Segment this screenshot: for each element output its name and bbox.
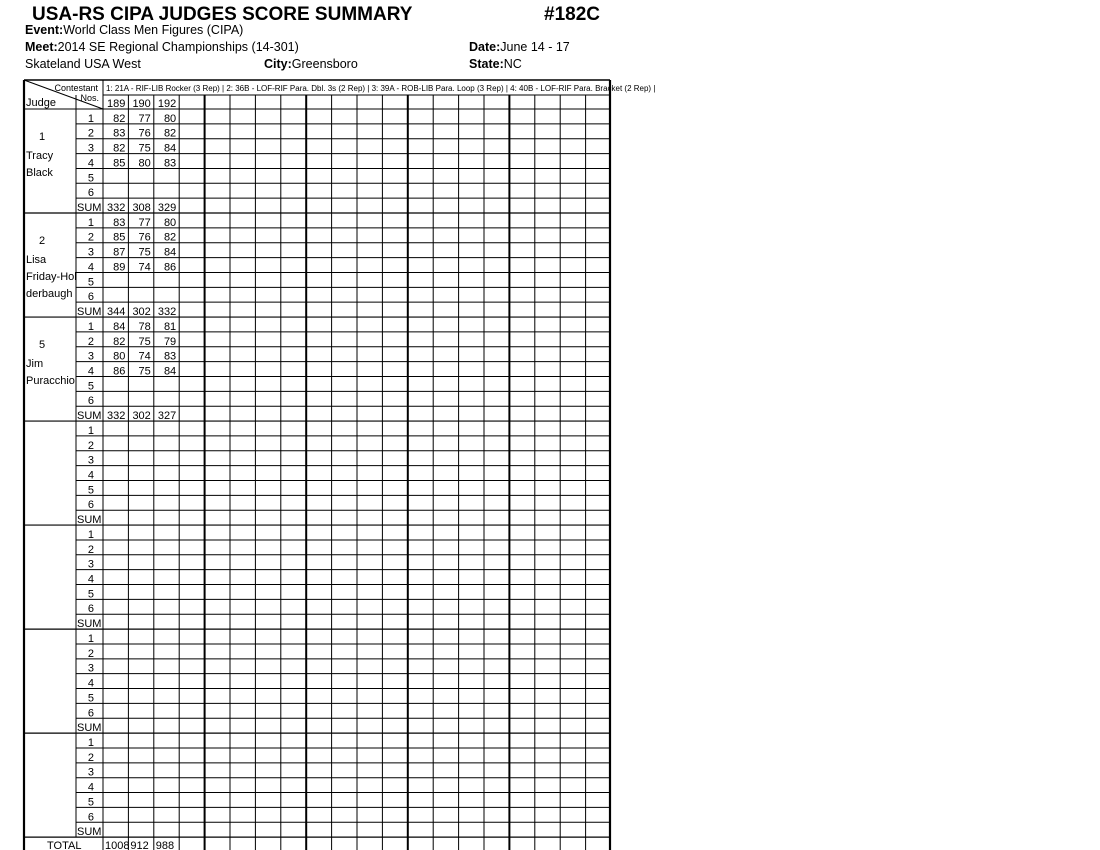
figure-row-number: 2 [87, 231, 94, 244]
judge-number: 2 [38, 235, 46, 248]
judge-name-line: Jim [26, 358, 44, 371]
sum-row-label: SUM [77, 514, 102, 527]
figure-row-number: 6 [87, 291, 94, 304]
figure-row-number: 5 [87, 380, 94, 393]
figure-row-number: 4 [87, 157, 94, 170]
figure-row-number: 5 [87, 484, 94, 497]
meet-value: 2014 SE Regional Championships (14-301) [57, 40, 299, 54]
figure-row-number: 4 [87, 365, 94, 378]
figure-row-number: 4 [87, 573, 94, 586]
contestant-number: 190 [132, 98, 151, 110]
figure-row-number: 2 [87, 439, 94, 452]
figure-row-number: 1 [87, 424, 94, 437]
score-cell: 80 [113, 350, 126, 363]
figure-row-number: 3 [87, 558, 94, 571]
judge-number: 1 [38, 131, 46, 143]
state-label: State: [469, 57, 504, 71]
score-cell: 82 [113, 335, 126, 348]
rink-name: Skateland USA West [25, 57, 141, 71]
score-cell: 76 [138, 231, 151, 244]
judge-name-line: Friday-Hol [26, 271, 77, 284]
score-cell: 77 [138, 112, 151, 125]
figure-row-number: 1 [87, 736, 94, 749]
score-cell: 82 [113, 142, 126, 155]
contestant-number: 189 [107, 98, 126, 110]
figure-row-number: 6 [87, 499, 94, 512]
figure-row-number: 6 [87, 603, 94, 616]
judge-name-line: derbaugh [26, 288, 73, 301]
figure-row-number: 6 [87, 187, 94, 200]
event-value: World Class Men Figures (CIPA) [63, 23, 244, 37]
sum-row-label: SUM [77, 618, 102, 631]
score-cell: 84 [163, 142, 177, 155]
figure-row-number: 5 [87, 172, 94, 185]
score-cell: 79 [163, 335, 177, 348]
sum-cell: 332 [107, 410, 126, 423]
sum-row-label: SUM [77, 722, 102, 735]
figure-row-number: 3 [87, 350, 94, 363]
corner-contestant-label: Contestant [54, 83, 98, 93]
figure-row-number: 1 [87, 632, 94, 645]
figures-caption: 1: 21A - RIF-LIB Rocker (3 Rep) | 2: 36B - LOF-RIF Para. Dbl. 3s (2 Rep) | 3: 39A - ROB-LIB Para. Loop (3 Rep) | 4: 40B - LOF-RIF Para. Bracket (2 Rep) | [106, 84, 656, 93]
judge-name-line: Tracy [26, 150, 54, 162]
score-cell: 84 [163, 246, 177, 259]
figure-row-number: 6 [87, 811, 94, 824]
figure-row-number: 1 [87, 216, 94, 229]
city-value: Greensboro [291, 57, 358, 71]
figure-row-number: 5 [87, 692, 94, 705]
sum-cell: 332 [157, 306, 177, 319]
judge-name-line: Puracchio [26, 375, 75, 388]
score-cell: 80 [163, 112, 177, 125]
figure-row-number: 6 [87, 707, 94, 720]
score-cell: 87 [113, 246, 126, 259]
score-cell: 78 [138, 320, 151, 333]
score-cell: 74 [138, 350, 151, 363]
figure-row-number: 1 [87, 112, 94, 125]
figure-row-number: 4 [87, 469, 94, 482]
score-cell: 75 [138, 365, 151, 378]
form-number: #182C [544, 4, 600, 25]
score-cell: 83 [113, 216, 126, 229]
score-cell: 74 [138, 261, 151, 274]
sum-cell: 327 [157, 410, 177, 423]
figure-row-number: 2 [87, 335, 94, 348]
figure-row-number: 3 [87, 246, 94, 259]
total-cell: 988 [155, 840, 175, 850]
judge-name-line: Lisa [26, 254, 47, 267]
figure-row-number: 3 [87, 454, 94, 467]
score-cell: 81 [163, 320, 177, 333]
score-cell: 82 [113, 112, 126, 125]
figure-row-number: 2 [87, 751, 94, 764]
sum-cell: 302 [132, 306, 151, 319]
sum-row-label: SUM [77, 202, 102, 215]
sum-cell: 329 [157, 202, 177, 215]
figure-row-number: 2 [87, 647, 94, 660]
figure-row-number: 1 [87, 528, 94, 541]
judge-name-line: Black [26, 167, 53, 179]
figure-row-number: 3 [87, 662, 94, 675]
score-cell: 80 [163, 216, 177, 229]
score-cell: 75 [138, 335, 151, 348]
city-label: City: [264, 57, 292, 71]
score-cell: 82 [163, 127, 177, 140]
sum-cell: 308 [132, 202, 151, 215]
score-cell: 85 [113, 157, 126, 170]
score-cell: 84 [113, 320, 126, 333]
figure-row-number: 3 [87, 142, 94, 155]
score-cell: 83 [163, 350, 177, 363]
figure-row-number: 5 [87, 276, 94, 289]
meet-label: Meet: [25, 40, 58, 54]
score-cell: 86 [163, 261, 177, 274]
date-value: June 14 - 17 [500, 40, 570, 54]
figure-row-number: 5 [87, 796, 94, 809]
table-grid-lines [24, 80, 610, 850]
score-cell: 83 [113, 127, 126, 140]
figure-row-number: 2 [87, 543, 94, 556]
score-cell: 76 [138, 127, 151, 140]
sum-cell: 332 [107, 202, 126, 215]
score-cell: 75 [138, 246, 151, 259]
figure-row-number: 5 [87, 588, 94, 601]
score-cell: 85 [113, 231, 126, 244]
figure-row-number: 1 [87, 320, 94, 333]
sum-row-label: SUM [77, 826, 102, 839]
score-cell: 77 [138, 216, 151, 229]
figure-row-number: 2 [87, 127, 94, 140]
score-cell: 84 [163, 365, 177, 378]
figure-row-number: 6 [87, 395, 94, 408]
state-value: NC [503, 57, 522, 71]
contestant-number: 192 [157, 98, 177, 110]
score-cell: 83 [163, 157, 177, 170]
sum-row-label: SUM [77, 410, 102, 423]
score-cell: 86 [113, 365, 126, 378]
figure-row-number: 3 [87, 766, 94, 779]
event-label: Event: [25, 23, 64, 37]
figure-row-number: 4 [87, 781, 94, 794]
total-cell: 912 [130, 840, 149, 850]
sum-cell: 344 [107, 306, 126, 319]
score-cell: 82 [163, 231, 177, 244]
sum-row-label: SUM [77, 306, 102, 319]
total-cell: 1008 [105, 840, 130, 850]
figure-row-number: 4 [87, 261, 94, 274]
page-title: USA-RS CIPA JUDGES SCORE SUMMARY [32, 4, 413, 25]
score-cell: 80 [138, 157, 151, 170]
corner-nos-label: Nos. [80, 93, 99, 103]
judge-number: 5 [38, 339, 46, 352]
score-cell: 89 [113, 261, 126, 274]
sum-cell: 302 [132, 410, 151, 423]
total-row-label: TOTAL [47, 840, 82, 850]
figure-row-number: 4 [87, 677, 94, 690]
date-label: Date: [469, 40, 501, 54]
score-cell: 75 [138, 142, 151, 155]
corner-judge-label: Judge [26, 97, 56, 109]
